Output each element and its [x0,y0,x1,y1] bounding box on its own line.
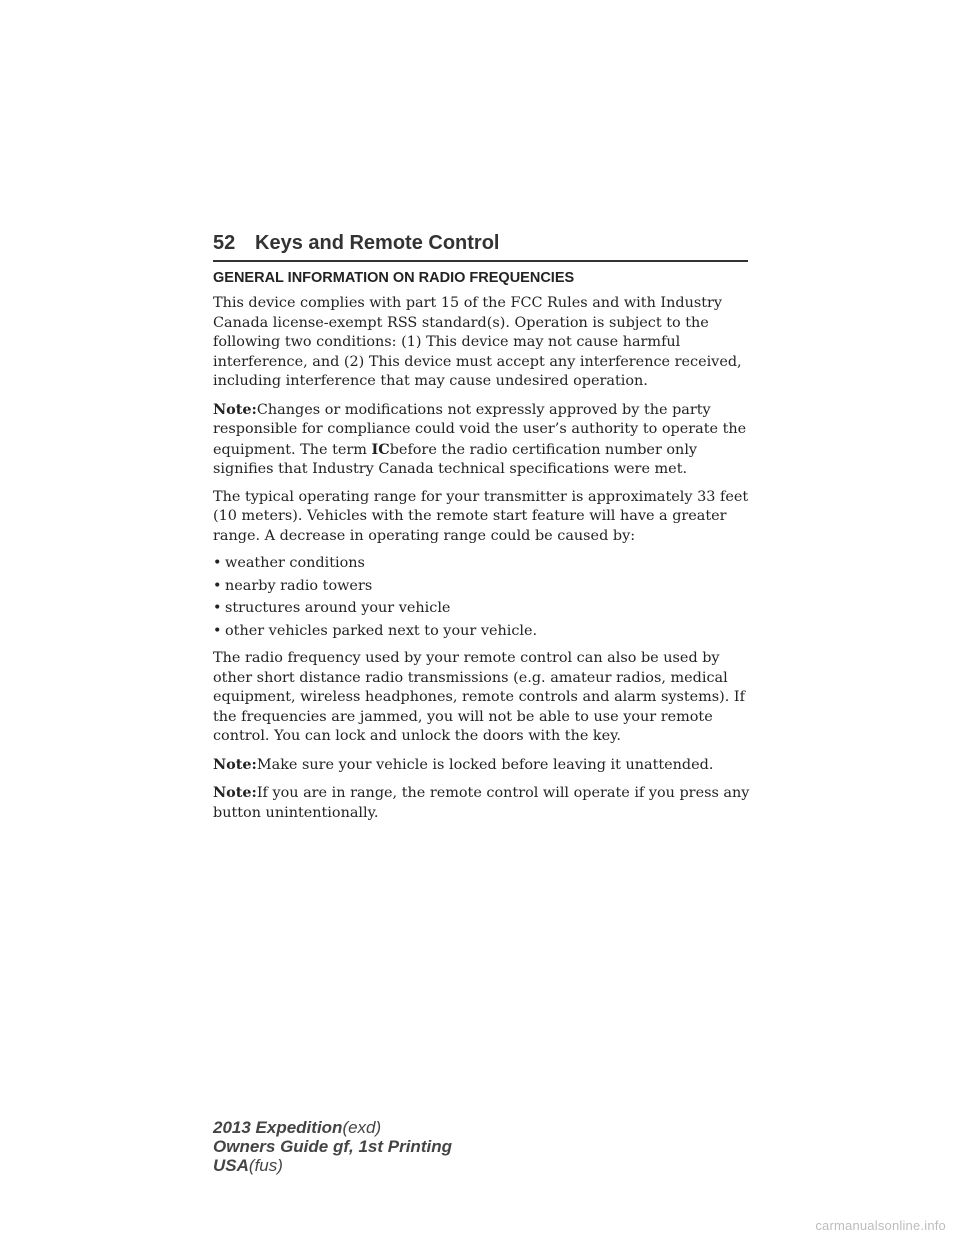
note-text: Changes or modifications not expressly approved by the party responsible for compliance could void the user’s authority to operate the equipment. The term [213,401,747,458]
bullet-icon: • [213,600,222,616]
bullet-icon: • [213,622,222,639]
list-item-text: other vehicles parked next to your vehicle. [225,622,538,639]
range-factors-list [213,554,753,641]
note-text: If you are in range, the remote control will operate if you press any button unintentionally. [213,785,750,821]
radio-frequency-paragraph: The radio frequency used by your remote control can also be used by other short distance radio transmissions (e.g. amateur radios, medical equipment, wireless headphones, remote controls and alarm systems). If the frequencies are jammed, you will not be able to use your remote control. You can lock and unlock the doors with the key. [213,650,745,744]
site-watermark: carmanualsonline.info [815,1218,946,1233]
note-text: Make sure your vehicle is locked before leaving it unattended. [256,756,714,773]
list-item [213,599,753,619]
page-header [213,230,748,262]
footer-edition-line: Owners Guide gf, 1st Printing [213,1137,452,1156]
footer-market-line [213,1156,452,1175]
footer-market-code: (fus) [248,1156,283,1175]
note-text-continued: before the radio certification number only signifies that Industry Canada technical specifications were met. [213,441,698,477]
footer-model-line [213,1118,452,1137]
footer-market: USA [213,1156,249,1175]
note-locked [213,755,753,776]
footer-model: 2013 Expedition [213,1118,343,1137]
page-content [213,268,753,831]
print-footer [213,1118,452,1175]
list-item-text: weather conditions [225,555,365,571]
chapter-title: Keys and Remote Control [255,232,500,254]
note-label: Note: [213,784,257,801]
footer-model-code: (exd) [342,1118,382,1137]
fcc-compliance-paragraph: This device complies with part 15 of the FCC Rules and with Industry Canada license-exempt RSS standard(s). Operation is subject to the following two conditions: (1) This device may not cause harmful interference, and (2) This device must accept any interference received, including interference that may cause undesired operation. [213,295,742,389]
list-item-text: structures around your vehicle [225,600,451,616]
list-item-text: nearby radio towers [225,577,373,594]
note-range [213,783,753,823]
operating-range-paragraph: The typical operating range for your transmitter is approximately 33 feet (10 meters). Vehicles with the remote start feature will have a greater range. A decrease in operating range could be caused by: [213,488,749,544]
page-number: 52 [213,232,236,254]
list-item [213,622,753,642]
note-modifications [213,400,753,480]
note-label: Note: [213,755,257,773]
bullet-icon: • [213,555,222,571]
note-label: Note: [213,400,257,418]
list-item [213,554,753,574]
section-heading: GENERAL INFORMATION ON RADIO FREQUENCIES [213,270,575,286]
bullet-icon: • [213,577,222,594]
ic-term: IC [371,440,390,458]
list-item [213,577,753,597]
